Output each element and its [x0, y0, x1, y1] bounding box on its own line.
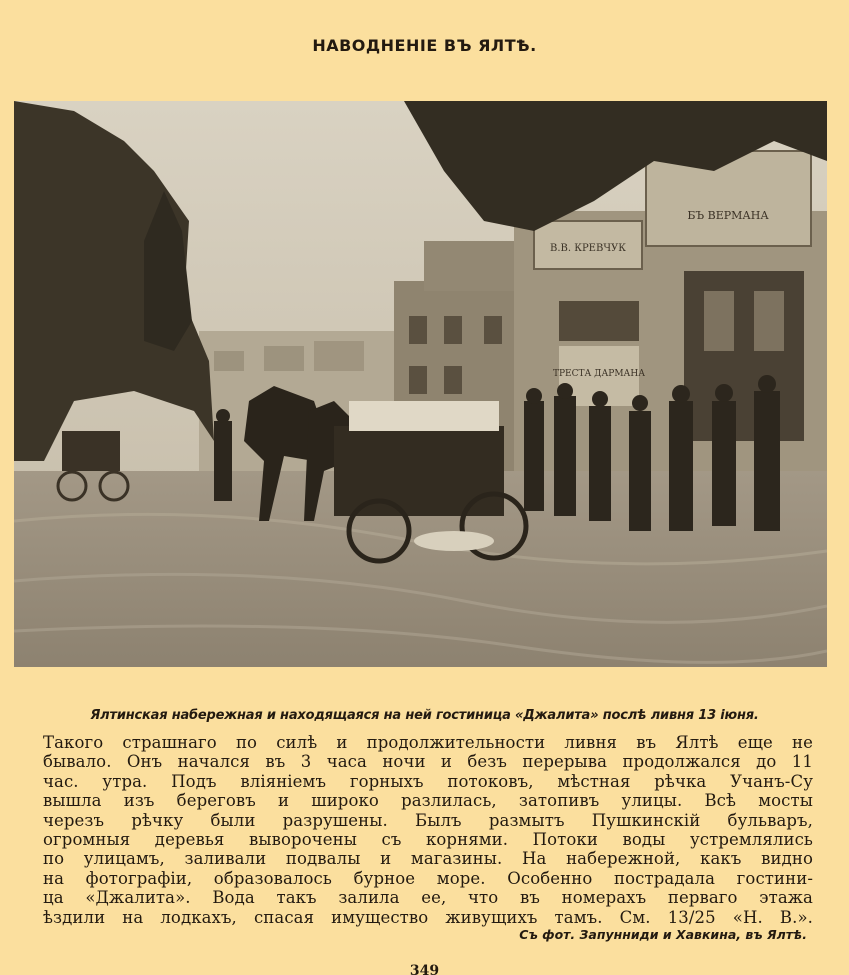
photo-credit: Съ фот. Запунниди и Хавкина, въ Ялтѣ.	[519, 927, 807, 942]
body-line: бывало. Онъ начался въ 3 часа ночи и безъ перерыва продолжался до 11	[43, 752, 813, 772]
shop-sign-left: В.В. КРЕВЧУК	[549, 243, 627, 254]
page-title: НАВОДНЕНІЕ ВЪ ЯЛТѢ.	[312, 36, 537, 55]
body-line: черезъ рѣчку были разрушены. Былъ размытъ Пушкинскій бульваръ,	[43, 810, 813, 830]
body-line: на фотографіи, образовалось бурное море. Особенно пострадала гостини-	[43, 868, 813, 888]
body-line: ѣздили на лодкахъ, спасая имущество живущихъ тамъ. См. 13/25 «Н. В.».	[43, 907, 813, 927]
body-line: по улицамъ, заливали подвалы и магазины. На набережной, какъ видно	[43, 849, 813, 869]
flood-photo-image	[14, 101, 827, 667]
body-line: ца «Джалита». Вода такъ залила ее, что въ номерахъ перваго этажа	[43, 888, 813, 908]
shop-sign-lower: ТРЕСТА ДАРМАНА	[552, 369, 646, 379]
body-line: Такого страшнаго по силѣ и продолжительности ливня въ Ялтѣ еще не	[43, 733, 813, 752]
page-number: 349	[409, 963, 440, 975]
body-line: час. утра. Подъ вліяніемъ горныхъ потоковъ, мѣстная рѣчка Учанъ-Су	[43, 771, 813, 791]
photo-caption: Ялтинская набережная и находящаяся на ней гостиница «Джалита» послѣ ливня 13 іюня.	[90, 708, 759, 723]
article-body	[43, 733, 813, 927]
body-line: вышла изъ береговъ и широко разлилась, затопивъ улицы. Всѣ мосты	[43, 791, 813, 811]
body-line: огромныя деревья выворочены съ корнями. Потоки воды устремлялись	[43, 830, 813, 850]
shop-sign-right: БЪ ВЕРМАНА	[687, 209, 769, 222]
